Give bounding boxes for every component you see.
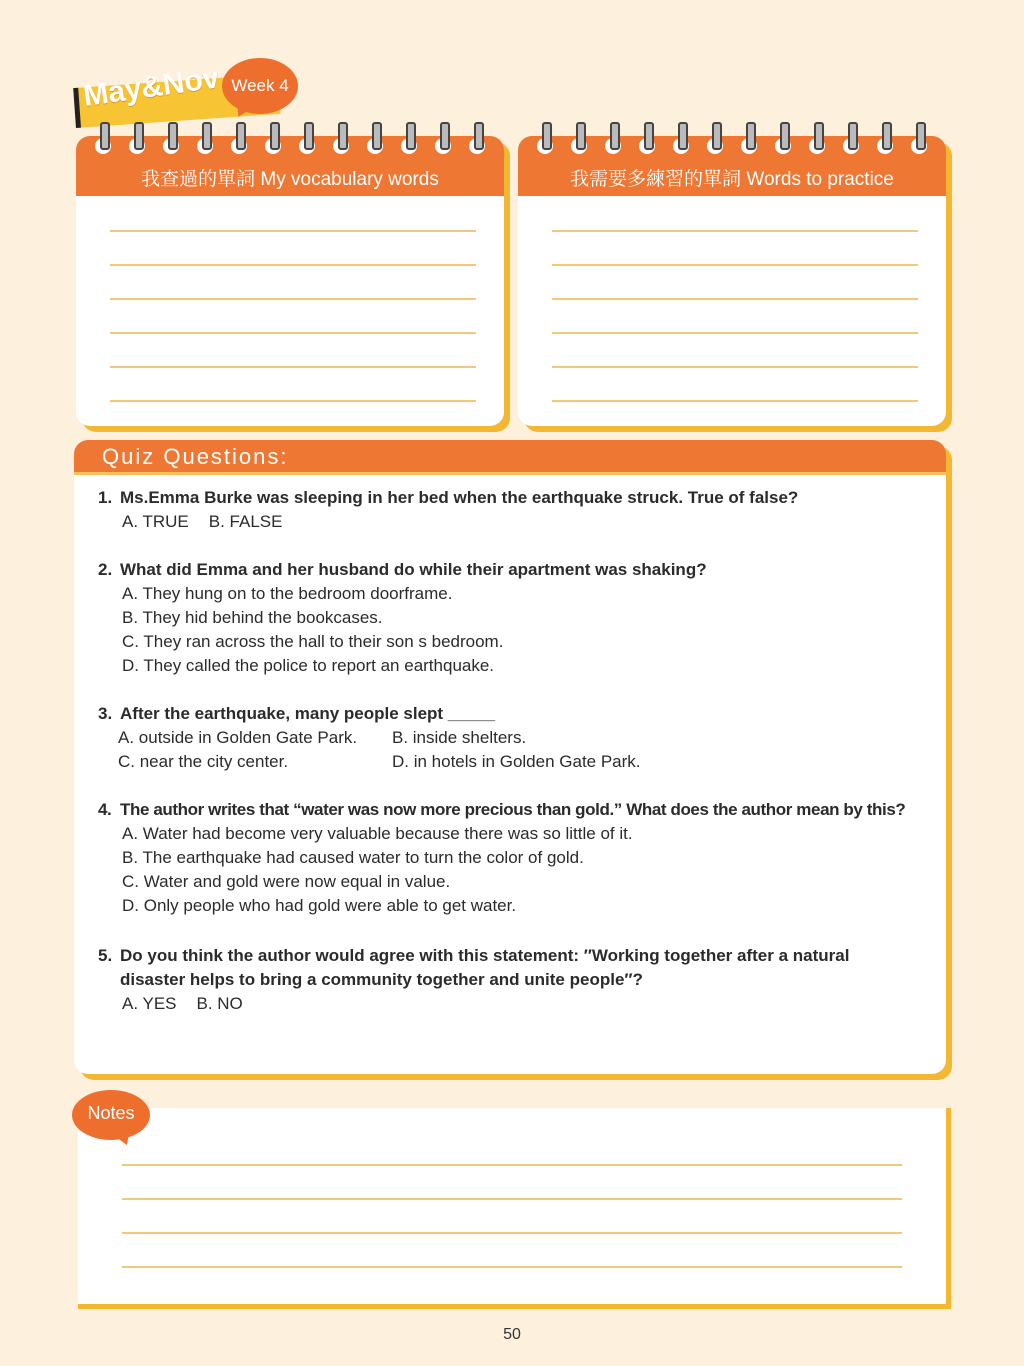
writing-line[interactable] [552,366,918,368]
question-stem: What did Emma and her husband do while their apartment was shaking? [120,560,707,579]
vocabulary-card-title: 我查過的單詞 My vocabulary words [76,136,504,196]
answer-option[interactable]: A. outside in Golden Gate Park. [118,728,358,747]
answer-option[interactable]: C. Water and gold were now equal in value. [122,872,451,891]
spiral-ring-icon [332,122,350,158]
writing-line[interactable] [110,400,476,402]
question-stem: Ms.Emma Burke was sleeping in her bed when the earthquake struck. True of false? [120,488,799,507]
spiral-binding [94,122,486,158]
question-number: 1. [98,488,113,507]
spiral-ring-icon [264,122,282,158]
page-number: 50 [503,1326,521,1343]
question-stem: After the earthquake, many people slept _____ [120,704,496,723]
writing-line[interactable] [552,264,918,266]
spiral-ring-icon [298,122,316,158]
month-label: May&Nov [81,61,222,114]
answer-option[interactable]: B. NO [196,994,243,1013]
writing-line[interactable] [552,332,918,334]
quiz-question-3 [98,702,938,774]
spiral-ring-icon [536,122,554,158]
spiral-ring-icon [128,122,146,158]
writing-line[interactable] [122,1266,902,1268]
answer-option[interactable]: D. They called the police to report an earthquake. [122,656,495,675]
spiral-ring-icon [740,122,758,158]
answer-option[interactable]: C. They ran across the hall to their son s bedroom. [122,632,504,651]
quiz-question-2 [98,558,938,678]
vocabulary-card [76,136,504,426]
quiz-heading: Quiz Questions: [74,440,946,475]
writing-line[interactable] [552,298,918,300]
writing-line[interactable] [552,230,918,232]
writing-line[interactable] [122,1198,902,1200]
question-number: 2. [98,560,113,579]
spiral-ring-icon [604,122,622,158]
question-stem: Do you think the author would agree with this statement: ″Working together after a natural disaster helps to bring a community together and unite people″? [120,946,850,989]
answer-option[interactable]: B. inside shelters. [392,728,527,747]
quiz-question-5 [98,944,898,1016]
spiral-ring-icon [808,122,826,158]
question-number: 5. [98,946,113,965]
writing-line[interactable] [122,1232,902,1234]
answer-option[interactable]: D. in hotels in Golden Gate Park. [392,752,641,771]
spiral-ring-icon [842,122,860,158]
quiz-question-4 [98,798,938,918]
answer-option[interactable]: A. YES [122,994,177,1013]
week-badge: Week 4 [222,58,298,114]
spiral-ring-icon [570,122,588,158]
writing-line[interactable] [552,400,918,402]
spiral-ring-icon [230,122,248,158]
spiral-ring-icon [706,122,724,158]
spiral-ring-icon [366,122,384,158]
spiral-ring-icon [774,122,792,158]
writing-line[interactable] [110,332,476,334]
answer-option[interactable]: B. The earthquake had caused water to turn the color of gold. [122,848,584,867]
spiral-ring-icon [400,122,418,158]
question-stem: The author writes that “water was now more precious than gold.” What does the author mean by this? [120,800,906,819]
writing-line[interactable] [122,1164,902,1166]
spiral-ring-icon [638,122,656,158]
quiz-card [74,440,946,1074]
notes-label: Notes [72,1090,150,1140]
spiral-ring-icon [434,122,452,158]
practice-card-title: 我需要多練習的單詞 Words to practice [518,136,946,196]
answer-option[interactable]: A. They hung on to the bedroom doorframe. [122,584,453,603]
answer-option[interactable]: B. FALSE [208,512,283,531]
answer-option[interactable]: A. TRUE [122,512,189,531]
spiral-ring-icon [672,122,690,158]
answer-option[interactable]: C. near the city center. [118,752,289,771]
spiral-ring-icon [196,122,214,158]
writing-line[interactable] [110,298,476,300]
spiral-ring-icon [910,122,928,158]
question-number: 3. [98,704,113,723]
spiral-binding [536,122,928,158]
question-number: 4. [98,800,112,819]
practice-card [518,136,946,426]
answer-option[interactable]: D. Only people who had gold were able to get water. [122,896,517,915]
spiral-ring-icon [94,122,112,158]
writing-line[interactable] [110,230,476,232]
answer-option[interactable]: A. Water had become very valuable because there was so little of it. [122,824,633,843]
quiz-question-1 [98,486,938,534]
answer-option[interactable]: B. They hid behind the bookcases. [122,608,383,627]
spiral-ring-icon [468,122,486,158]
writing-line[interactable] [110,264,476,266]
spiral-ring-icon [876,122,894,158]
notes-area [78,1108,951,1309]
spiral-ring-icon [162,122,180,158]
writing-line[interactable] [110,366,476,368]
